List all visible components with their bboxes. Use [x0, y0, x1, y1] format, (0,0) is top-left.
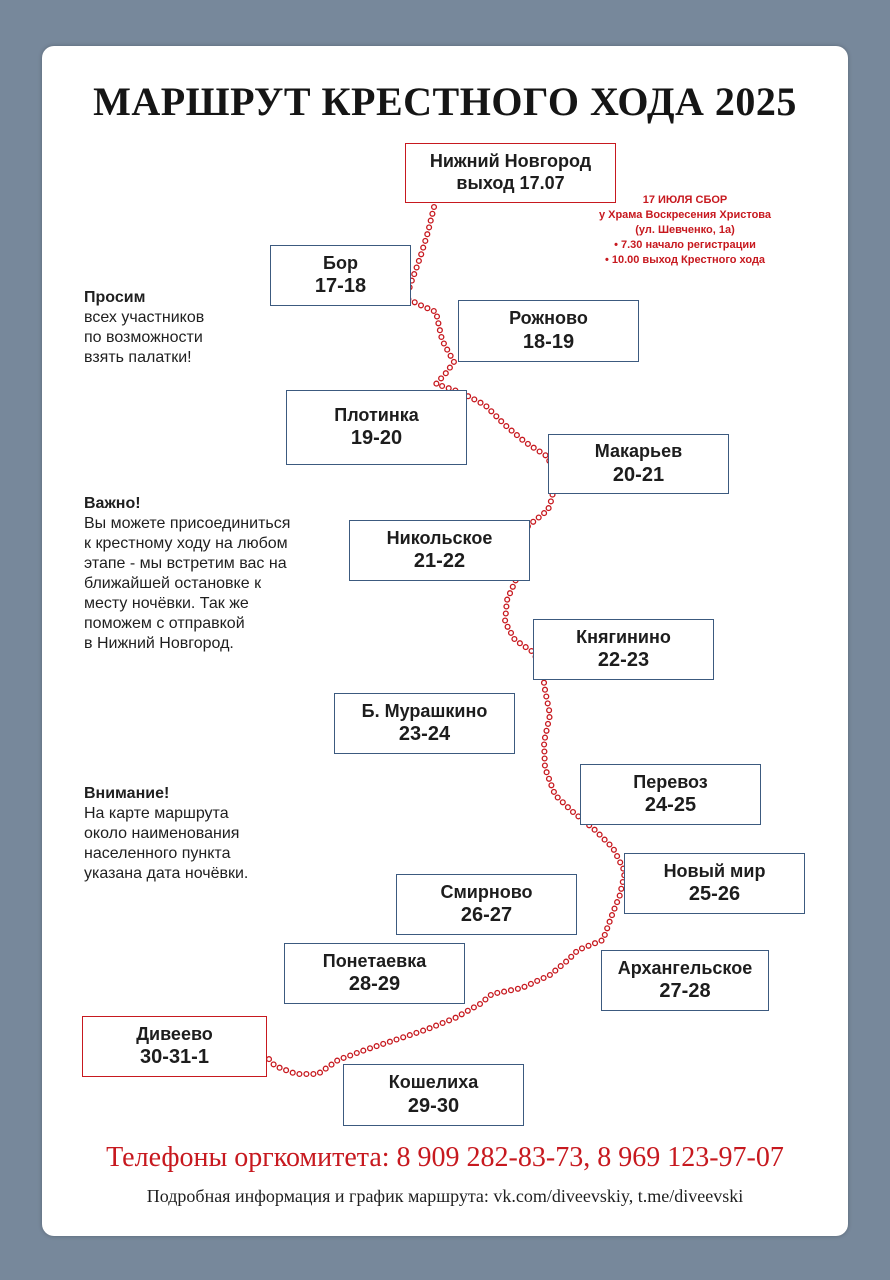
route-dot: [478, 1002, 483, 1007]
route-dot: [599, 938, 604, 943]
stop-name: Макарьев: [594, 441, 683, 462]
route-dot: [489, 409, 494, 414]
route-dot: [537, 449, 542, 454]
route-dot: [447, 1018, 452, 1023]
route-dot: [448, 365, 453, 370]
route-dot: [499, 419, 504, 424]
stop-name: Никольское: [386, 527, 493, 548]
route-dot: [612, 906, 617, 911]
stop-ponetaevka: [284, 943, 465, 1004]
stop-name: Б. Мурашкино: [361, 700, 488, 721]
route-dot: [546, 722, 551, 727]
route-dot: [542, 511, 547, 516]
route-dot: [545, 701, 550, 706]
route-dot: [549, 783, 554, 788]
route-dot: [448, 353, 453, 358]
stop-dates: 29-30: [407, 1094, 460, 1117]
route-dot: [558, 964, 563, 969]
stop-dates: 22-23: [597, 649, 650, 672]
stop-nikolskoe: [349, 520, 530, 581]
route-dot: [329, 1062, 334, 1067]
route-dot: [512, 637, 517, 642]
stop-name: Архангельское: [617, 957, 753, 978]
meeting-line: (ул. Шевченко, 1а): [635, 224, 735, 236]
route-dot: [290, 1070, 295, 1075]
route-dot: [515, 433, 520, 438]
route-dot: [502, 989, 507, 994]
stop-name: Плотинка: [334, 404, 419, 425]
meeting-line: у Храма Воскресения Христова: [598, 209, 772, 221]
note-line: населенного пункта: [84, 845, 231, 862]
route-dot: [318, 1070, 323, 1075]
route-dot: [522, 984, 527, 989]
route-dot: [472, 1005, 477, 1010]
route-dot: [484, 404, 489, 409]
route-dot: [602, 933, 607, 938]
route-dot: [605, 926, 610, 931]
stop-name: Нижний Новгород: [429, 151, 592, 172]
note-heading: Важно!: [84, 495, 141, 512]
route-dot: [267, 1057, 272, 1062]
route-dot: [612, 847, 617, 852]
stop-dates: 21-22: [413, 550, 466, 573]
meeting-line: 17 ИЮЛЯ СБОР: [642, 194, 728, 206]
route-dot: [436, 321, 441, 326]
route-dot: [483, 997, 488, 1002]
page-title: МАРШРУТ КРЕСТНОГО ХОДА 2025: [93, 79, 797, 124]
route-dot: [452, 360, 457, 365]
stop-smirnovo: [396, 874, 577, 935]
note-important: [84, 494, 290, 654]
route-dot: [394, 1037, 399, 1042]
note-line: На карте маршрута: [84, 805, 229, 822]
route-dot: [509, 428, 514, 433]
route-dot: [335, 1058, 340, 1063]
stop-koshelikha: [343, 1064, 524, 1126]
route-dot: [547, 776, 552, 781]
route-dot: [425, 306, 430, 311]
route-dot: [523, 645, 528, 650]
route-dot: [529, 982, 534, 987]
stop-b-murashkino: [334, 693, 515, 754]
route-dot: [427, 1026, 432, 1031]
stop-dates: 27-28: [659, 980, 711, 1003]
note-line: указана дата ночёвки.: [84, 865, 249, 882]
route-dot: [543, 687, 548, 692]
route-dot: [478, 400, 483, 405]
meeting-line: • 7.30 начало регистрации: [614, 239, 756, 251]
route-dot: [428, 218, 433, 223]
stop-arkhangelskoe: [601, 950, 769, 1011]
note-heading: Внимание!: [84, 785, 170, 802]
route-dot: [536, 515, 541, 520]
note-line: этапе - мы встретим вас на: [84, 555, 287, 572]
note-line: поможем с отправкой: [84, 615, 245, 632]
route-dot: [440, 1021, 445, 1026]
route-dot: [520, 437, 525, 442]
stop-name: Рожново: [509, 308, 588, 329]
stop-name: Перевоз: [633, 771, 708, 792]
stop-dates: 17-18: [314, 275, 367, 298]
route-dot: [543, 735, 548, 740]
stop-name: Смирново: [440, 881, 533, 902]
route-dot: [453, 1015, 458, 1020]
route-dot: [617, 893, 622, 898]
route-dot: [412, 272, 417, 277]
note-line: к крестному ходу на любом: [84, 535, 288, 552]
route-dot: [542, 680, 547, 685]
route-dot: [547, 708, 552, 713]
organizers-phones: Телефоны оргкомитета: 8 909 282-83-73, 8 969 123-97-07: [106, 1142, 784, 1173]
stop-dates: выход 17.07: [456, 173, 565, 193]
route-dot: [368, 1046, 373, 1051]
route-dot: [495, 991, 500, 996]
route-dot: [593, 941, 598, 946]
stop-bor: [270, 245, 411, 306]
route-dot: [615, 854, 620, 859]
route-dot: [434, 381, 439, 386]
stop-perevoz: [580, 764, 761, 825]
route-dot: [361, 1048, 366, 1053]
route-dot: [297, 1072, 302, 1077]
route-dot: [541, 976, 546, 981]
route-dot: [569, 954, 574, 959]
route-dot: [412, 300, 417, 305]
route-dot: [439, 335, 444, 340]
route-dot: [549, 499, 554, 504]
route-dot: [277, 1065, 282, 1070]
stop-dates: 25-26: [688, 883, 741, 906]
route-dot: [414, 1031, 419, 1036]
stop-dates: 19-20: [350, 427, 403, 450]
route-dot: [465, 1008, 470, 1013]
note-line: взять палатки!: [84, 349, 192, 366]
route-dot: [374, 1044, 379, 1049]
route-dot: [531, 519, 536, 524]
stop-name: Новый мир: [663, 860, 766, 881]
route-dot: [439, 376, 444, 381]
route-dot: [431, 309, 436, 314]
note-line: месту ночёвки. Так же: [84, 595, 249, 612]
route-dot: [440, 384, 445, 389]
route-dot: [615, 900, 620, 905]
route-dot: [311, 1072, 316, 1077]
route-dot: [566, 805, 571, 810]
route-dot: [526, 442, 531, 447]
route-dot: [434, 1023, 439, 1028]
route-dot: [432, 205, 437, 210]
route-dot: [547, 715, 552, 720]
meeting-line: • 10.00 выход Крестного хода: [604, 254, 766, 266]
more-info: Подробная информация и график маршрута: vk.com/diveevskiy, t.me/diveevski: [146, 1186, 744, 1206]
route-dot: [580, 946, 585, 951]
route-dot: [508, 591, 513, 596]
route-dot: [494, 414, 499, 419]
route-dot: [586, 943, 591, 948]
route-dot: [407, 1033, 412, 1038]
route-dot: [597, 832, 602, 837]
route-dot: [535, 979, 540, 984]
note-tents: [84, 288, 204, 368]
route-dot: [417, 259, 422, 264]
stop-diveevo: [82, 1016, 267, 1077]
route-dot: [510, 584, 515, 589]
route-dot: [544, 728, 549, 733]
route-dot: [509, 988, 514, 993]
route-dot: [419, 303, 424, 308]
stop-name: Понетаевка: [322, 950, 427, 971]
route-dot: [542, 756, 547, 761]
route-dot: [401, 1035, 406, 1040]
route-dot: [443, 371, 448, 376]
stop-name: Дивеево: [136, 1023, 213, 1044]
route-dot: [323, 1066, 328, 1071]
route-dot: [531, 445, 536, 450]
note-line: всех участников: [84, 309, 205, 326]
route-dot: [543, 763, 548, 768]
route-dot: [341, 1056, 346, 1061]
route-dot: [546, 506, 551, 511]
route-dot: [503, 618, 508, 623]
route-dot: [414, 265, 419, 270]
route-dot: [552, 790, 557, 795]
stop-dates: 26-27: [460, 904, 513, 927]
route-dot: [421, 245, 426, 250]
stop-plotinka: [286, 390, 467, 465]
route-dot: [427, 225, 432, 230]
note-heading: Просим: [84, 289, 146, 306]
route-dot: [619, 886, 624, 891]
stop-rozhnovo: [458, 300, 639, 362]
route-dot: [271, 1062, 276, 1067]
route-dot: [505, 624, 510, 629]
route-dot: [438, 328, 443, 333]
stop-dates: 30-31-1: [140, 1046, 209, 1069]
route-dot: [602, 837, 607, 842]
route-dot: [564, 959, 569, 964]
route-dot: [571, 810, 576, 815]
meeting-info: [560, 193, 810, 268]
note-line: Вы можете присоединиться: [84, 515, 291, 532]
route-dot: [445, 347, 450, 352]
route-dot: [381, 1042, 386, 1047]
route-dot: [388, 1039, 393, 1044]
route-dot: [516, 986, 521, 991]
stop-makaryev: [548, 434, 729, 494]
route-dot: [610, 913, 615, 918]
route-dot: [488, 993, 493, 998]
stop-dates: 20-21: [612, 463, 665, 486]
route-dot: [430, 211, 435, 216]
route-dot: [472, 397, 477, 402]
note-line: в Нижний Новгород.: [84, 635, 234, 652]
route-dot: [425, 232, 430, 237]
route-dot: [548, 973, 553, 978]
route-dot: [419, 252, 424, 257]
route-dot: [553, 968, 558, 973]
stop-novy-mir: [624, 853, 805, 914]
route-dot: [555, 795, 560, 800]
route-dot: [435, 314, 440, 319]
route-dot: [304, 1072, 309, 1077]
note-attention: [84, 784, 248, 884]
route-dot: [509, 631, 514, 636]
route-dot: [504, 424, 509, 429]
route-dot: [354, 1051, 359, 1056]
route-dot: [607, 919, 612, 924]
route-dot: [560, 800, 565, 805]
route-dot: [348, 1053, 353, 1058]
stop-name: Княгинино: [576, 626, 671, 647]
route-dot: [504, 604, 509, 609]
route-dot: [544, 694, 549, 699]
route-dot: [542, 742, 547, 747]
stop-dates: 24-25: [644, 794, 697, 817]
route-dot: [421, 1028, 426, 1033]
route-dot: [544, 770, 549, 775]
route-dot: [607, 842, 612, 847]
route-dot: [503, 611, 508, 616]
route-dot: [592, 827, 597, 832]
route-dot: [542, 749, 547, 754]
stop-dates: 23-24: [398, 723, 451, 746]
note-line: около наименования: [84, 825, 240, 842]
route-dot: [442, 341, 447, 346]
stop-knyaginino: [533, 619, 714, 680]
stop-name: Кошелиха: [388, 1072, 479, 1093]
note-line: по возможности: [84, 329, 203, 346]
route-dot: [459, 1012, 464, 1017]
stop-name: Бор: [323, 252, 358, 273]
stop-dates: 18-19: [522, 330, 575, 353]
route-dot: [618, 860, 623, 865]
route-dot: [518, 641, 523, 646]
route-dot: [423, 239, 428, 244]
route-dot: [284, 1068, 289, 1073]
note-line: ближайшей остановке к: [84, 575, 262, 592]
route-dot: [574, 950, 579, 955]
stop-dates: 28-29: [348, 973, 401, 996]
route-dot: [505, 597, 510, 602]
